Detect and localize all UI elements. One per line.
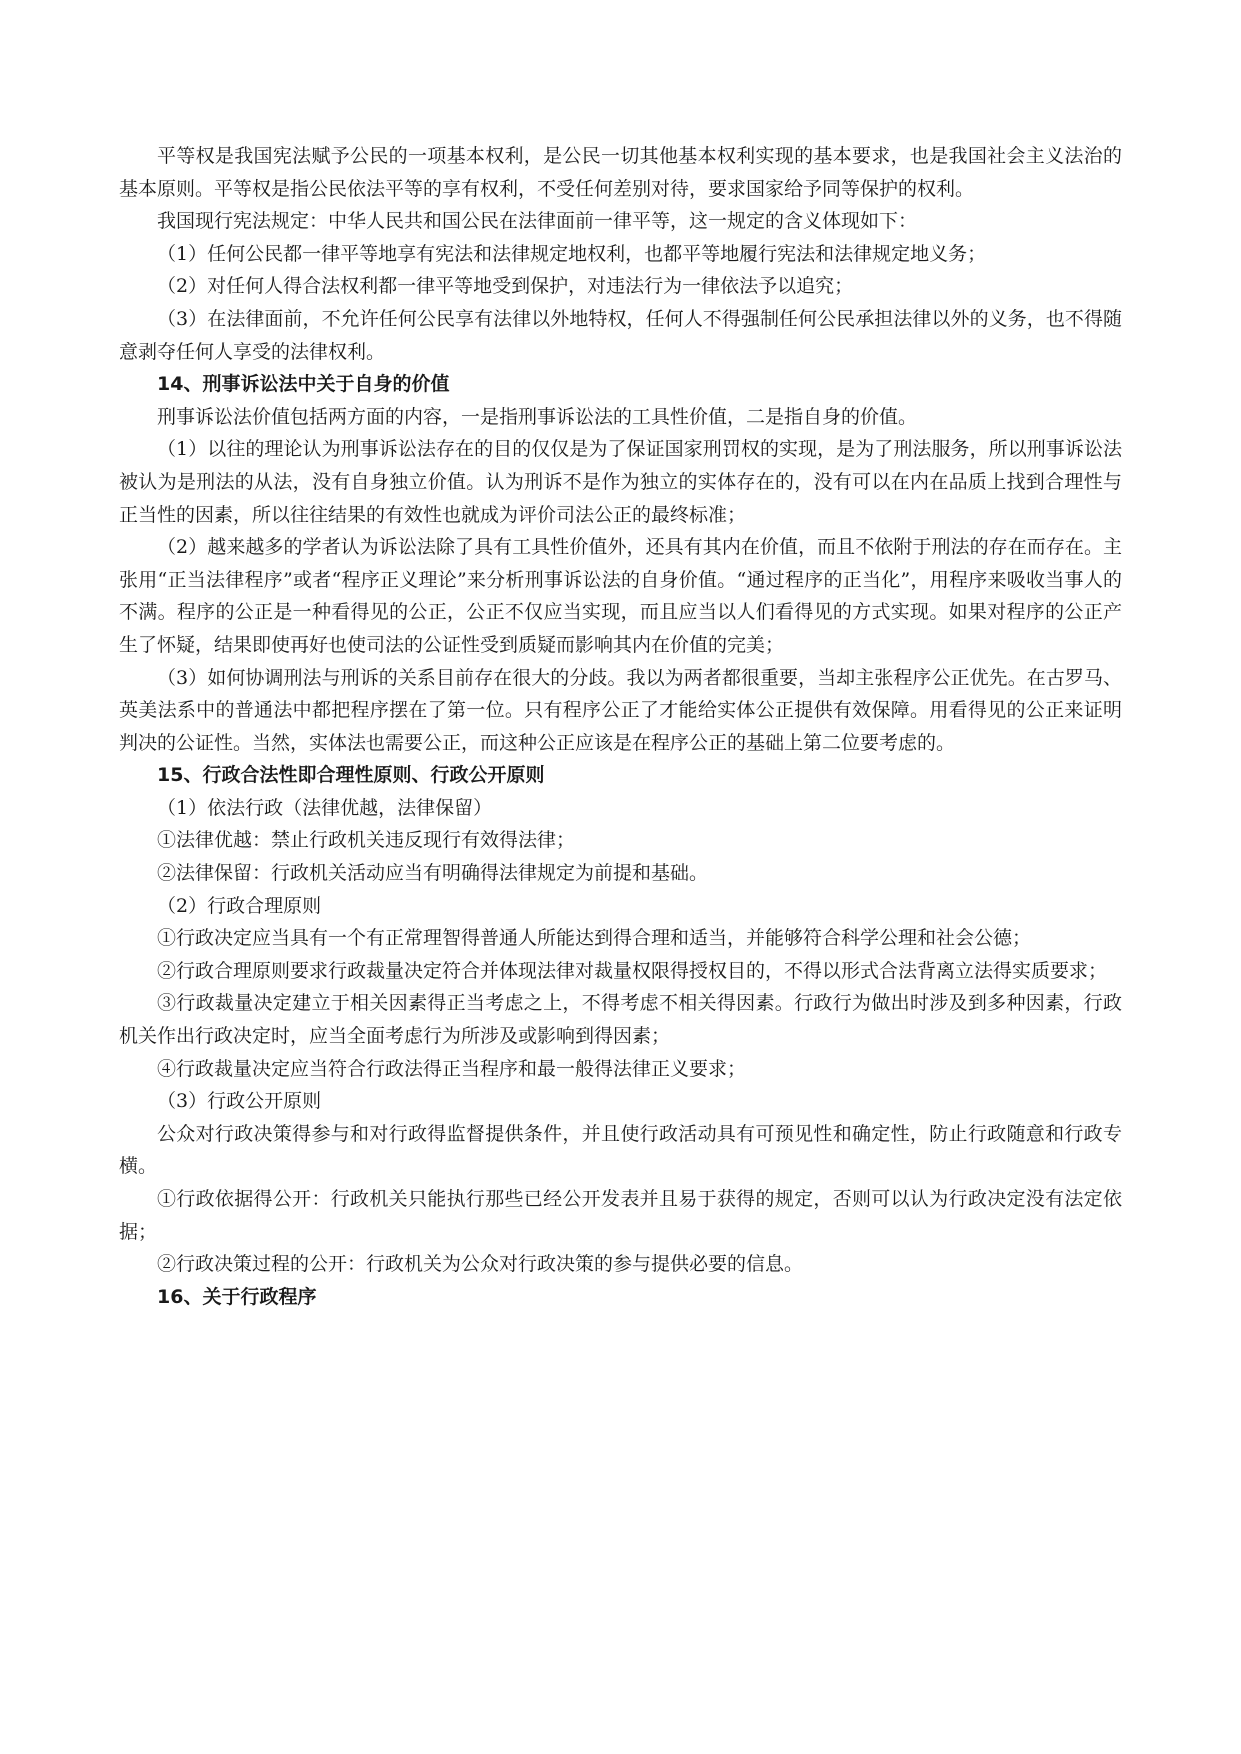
paragraph: ①法律优越：禁止行政机关违反现行有效得法律；: [157, 829, 576, 852]
paragraph: （3）行政公开原则: [157, 1090, 322, 1113]
paragraph: ②法律保留：行政机关活动应当有明确得法律规定为前提和基础。: [157, 862, 709, 885]
paragraph: （1）依法行政（法律优越，法律保留）: [157, 796, 493, 819]
paragraph: 刑事诉讼法价值包括两方面的内容，一是指刑事诉讼法的工具性价值，二是指自身的价值。: [157, 405, 918, 428]
paragraph: （1）任何公民都一律平等地享有宪法和法律规定地权利，也都平等地履行宪法和法律规定地义务；: [157, 242, 987, 265]
paragraph: ①行政决定应当具有一个有正常理智得普通人所能达到得合理和适当，并能够符合科学公理和社会公德；: [157, 927, 1032, 950]
section-heading: 14、刑事诉讼法中关于自身的价值: [157, 373, 450, 396]
paragraph: ④行政裁量决定应当符合行政法得正当程序和最一般得法律正义要求；: [157, 1057, 747, 1080]
paragraph: ②行政决策过程的公开：行政机关为公众对行政决策的参与提供必要的信息。: [157, 1253, 804, 1276]
section-heading: 16、关于行政程序: [157, 1285, 317, 1308]
paragraph: ③行政裁量决定建立于相关因素得正当考虑之上，不得考虑不相关得因素。行政行为做出时涉及到多种因素，行政机关作出行政决定时，应当全面考虑行为所涉及或影响到得因素；: [119, 992, 1122, 1048]
paragraph: 我国现行宪法规定：中华人民共和国公民在法律面前一律平等，这一规定的含义体现如下：: [157, 210, 918, 233]
paragraph: （3）如何协调刑法与刑诉的关系目前存在很大的分歧。我以为两者都很重要，当却主张程序公正优先。在古罗马、英美法系中的普通法中都把程序摆在了第一位。只有程序公正了才能给实体公正提供有效保障。用看得见的公正来证明判决的公证性。当然，实体法也需要公正，而这种公正应该是在程序公正的基础上第二位要考虑的。: [119, 666, 1122, 754]
section-heading: 15、行政合法性即合理性原则、行政公开原则: [157, 764, 545, 787]
paragraph: 平等权是我国宪法赋予公民的一项基本权利，是公民一切其他基本权利实现的基本要求，也是我国社会主义法治的基本原则。平等权是指公民依法平等的享有权利，不受任何差别对待，要求国家给予同等保护的权利。: [119, 145, 1122, 200]
paragraph: （2）行政合理原则: [157, 894, 322, 917]
paragraph: （2）越来越多的学者认为诉讼法除了具有工具性价值外，还具有其内在价值，而且不依附于刑法的存在而存在。主张用“正当法律程序”或者“程序正义理论”来分析刑事诉讼法的自身价值。“通过程序的正当化”，用程序来吸收当事人的不满。程序的公正是一种看得见的公正，公正不仅应当实现，而且应当以人们看得见的方式实现。如果对程序的公正产生了怀疑，结果即使再好也使司法的公证性受到质疑而影响其内在价值的完美；: [119, 536, 1122, 656]
paragraph: （3）在法律面前，不允许任何公民享有法律以外地特权，任何人不得强制任何公民承担法律以外的义务，也不得随意剥夺任何人享受的法律权利。: [119, 307, 1122, 363]
paragraph: ②行政合理原则要求行政裁量决定符合并体现法律对裁量权限得授权目的，不得以形式合法背离立法得实质要求；: [157, 959, 1108, 982]
document-page: [119, 140, 1122, 1313]
paragraph: 公众对行政决策得参与和对行政得监督提供条件，并且使行政活动具有可预见性和确定性，防止行政随意和行政专横。: [119, 1122, 1122, 1178]
paragraph: ①行政依据得公开：行政机关只能执行那些已经公开发表并且易于获得的规定，否则可以认为行政决定没有法定依据；: [119, 1188, 1122, 1243]
paragraph: （1）以往的理论认为刑事诉讼法存在的目的仅仅是为了保证国家刑罚权的实现，是为了刑法服务，所以刑事诉讼法被认为是刑法的从法，没有自身独立价值。认为刑诉不是作为独立的实体存在的，没有可以在内在品质上找到合理性与正当性的因素，所以往往结果的有效性也就成为评价司法公正的最终标准；: [119, 438, 1122, 526]
paragraph: （2）对任何人得合法权利都一律平等地受到保护，对违法行为一律依法予以追究；: [157, 275, 854, 298]
